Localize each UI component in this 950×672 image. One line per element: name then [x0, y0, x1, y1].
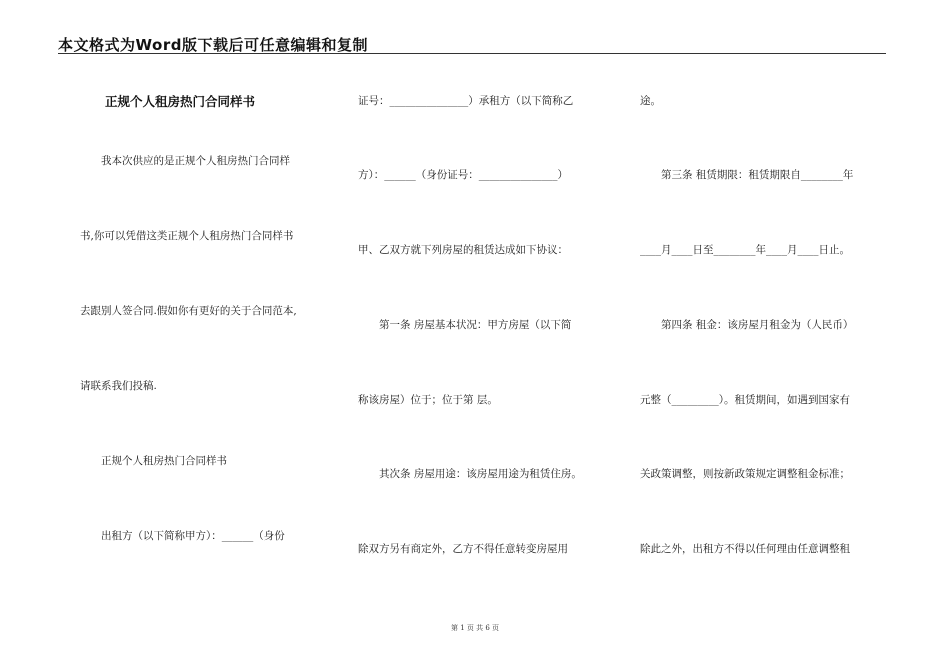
banner-divider — [58, 53, 886, 54]
text-line: 称该房屋）位于；位于第 层。 — [358, 394, 498, 406]
text-line: 途。 — [640, 95, 661, 107]
text-line: 书,你可以凭借这类正规个人租房热门合同样书 — [80, 230, 294, 242]
text-line: 元整（_________）。租赁期间，如遇到国家有 — [640, 394, 850, 406]
text-line: 第三条 租赁期限：租赁期限自________年 — [661, 169, 854, 181]
text-line: 正规个人租房热门合同样书 — [101, 455, 227, 467]
text-line: 我本次供应的是正规个人租房热门合同样 — [101, 155, 290, 167]
document-banner: 本文格式为Word版下载后可任意编辑和复制 — [58, 36, 368, 54]
text-line: 第一条 房屋基本状况：甲方房屋（以下简 — [379, 319, 572, 331]
page-number: 第 1 页 共 6 页 — [450, 624, 500, 632]
text-line: 其次条 房屋用途：该房屋用途为租赁住房。 — [379, 468, 582, 480]
text-line: 方）：______（身份证号：_______________） — [358, 169, 568, 181]
text-line: ____月____日至________年____月____日止。 — [640, 244, 850, 256]
text-line: 除双方另有商定外，乙方不得任意转变房屋用 — [358, 543, 568, 555]
text-line: 关政策调整，则按新政策规定调整租金标准； — [640, 468, 850, 480]
text-line: 甲、乙双方就下列房屋的租赁达成如下协议： — [358, 244, 568, 256]
text-line: 除此之外，出租方不得以任何理由任意调整租 — [640, 543, 850, 555]
text-line: 请联系我们投稿. — [80, 380, 157, 392]
document-title: 正规个人租房热门合同样书 — [105, 94, 256, 109]
text-line: 去跟别人签合同.假如你有更好的关于合同范本, — [80, 305, 297, 317]
text-line: 第四条 租金：该房屋月租金为（人民币） — [661, 319, 854, 331]
text-line: 出租方（以下简称甲方）：______（身份 — [101, 530, 285, 542]
text-line: 证号：_______________）承租方（以下简称乙 — [358, 95, 574, 107]
